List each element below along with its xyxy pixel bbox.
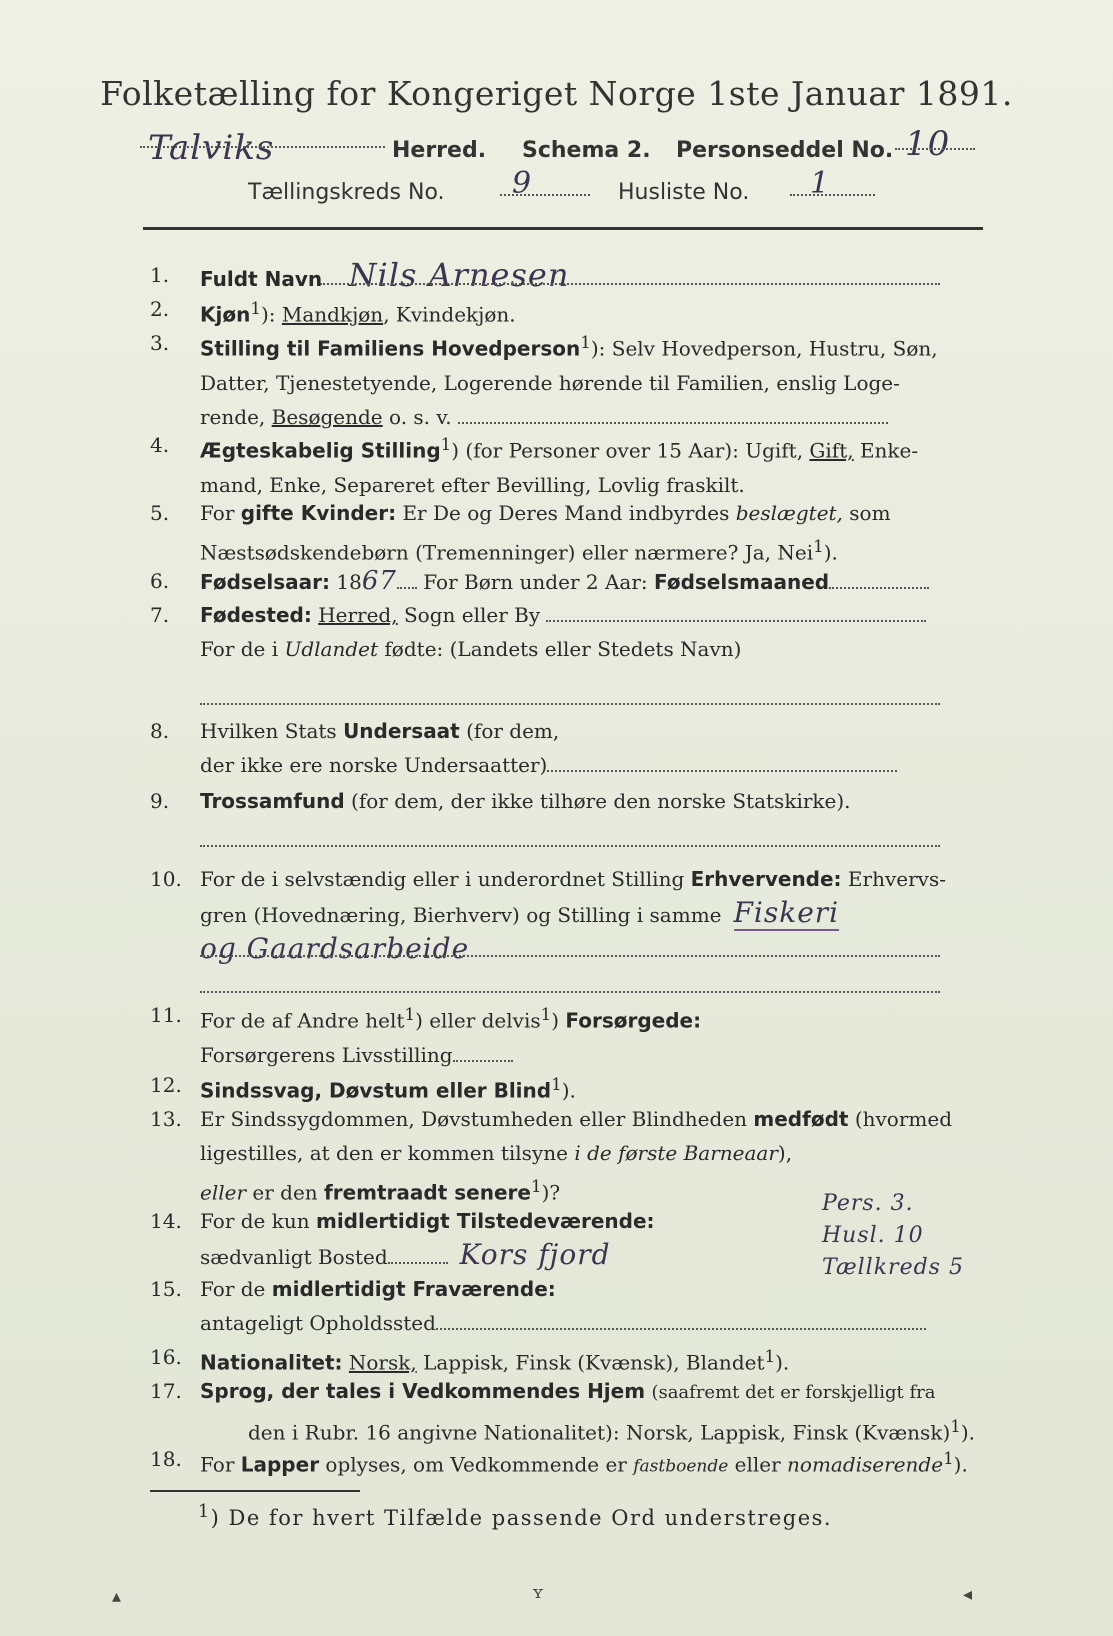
dotline [453, 1048, 513, 1062]
text: ), [777, 1141, 793, 1165]
personseddel-label: Personseddel No. [676, 138, 894, 163]
herred-label: Herred. [392, 138, 487, 163]
item-label: midlertidigt Fraværende: [271, 1277, 556, 1301]
underlined-option: Gift, [809, 438, 854, 463]
sup: 1 [440, 435, 452, 454]
sup: 1 [764, 1347, 776, 1366]
corner-mark: ʏ [532, 1582, 544, 1603]
item-number: 16. [150, 1345, 182, 1369]
text: ). [960, 1420, 976, 1445]
item-number: 11. [150, 1003, 182, 1027]
item-label: Stilling til Familiens Hovedperson [200, 336, 581, 361]
item-number: 15. [150, 1277, 182, 1301]
note-line: Husl. 10 [822, 1223, 924, 1248]
underlined-option: Mandkjøn [281, 302, 384, 327]
text: i de første Barneaar [574, 1141, 778, 1165]
sup: 1 [404, 1005, 416, 1024]
text: (for dem, [466, 719, 560, 743]
dotline [458, 410, 888, 424]
occupation-handwriting: og Gaardsarbeide [200, 932, 470, 965]
text: fastboende [633, 1456, 729, 1477]
sup: 1 [540, 1005, 552, 1024]
item-label: Sindssvag, Døvstum eller Blind [200, 1078, 552, 1103]
name-dotline [320, 282, 940, 285]
husliste-dotline [790, 194, 875, 196]
text: oplyses, om Vedkommende er [325, 1452, 627, 1477]
item-label: Forsørgede: [565, 1008, 702, 1033]
text: For de i [200, 637, 279, 661]
text: er den [252, 1180, 318, 1205]
item-number: 2. [150, 297, 170, 321]
text: , Kvindekjøn. [383, 302, 516, 327]
underlined-option: Norsk, [348, 1350, 417, 1375]
text: Enke- [859, 438, 919, 463]
item-label: midlertidigt Tilstedeværende: [315, 1209, 655, 1233]
text: eller [200, 1180, 247, 1205]
text: sædvanligt Bosted [200, 1245, 388, 1269]
sup: 1 [943, 1449, 954, 1468]
item-label: Fødested: [200, 603, 312, 627]
text: Sogn eller By [403, 603, 541, 627]
item-number: 4. [150, 433, 170, 457]
text: beslægtet, [735, 501, 843, 525]
item-number: 10. [150, 867, 182, 891]
item-label: Ægteskabelig Stilling [200, 438, 441, 463]
kreds-handwriting: 9 [512, 166, 533, 201]
text: nomadiserende [787, 1452, 944, 1477]
text: For Børn under 2 Aar: [423, 570, 648, 594]
text: )? [541, 1180, 561, 1205]
underlined-option: Herred, [318, 603, 398, 627]
text: Datter, Tjenestetyende, Logerende hørende til Familien, enslig Loge- [200, 370, 900, 395]
text: som [849, 501, 891, 525]
year-handwriting: 67 [361, 566, 397, 596]
personseddel-handwriting: 10 [905, 124, 951, 164]
kreds-row [0, 166, 1113, 212]
herred-dotline [140, 146, 385, 148]
item-number: 13. [150, 1107, 182, 1131]
text: Lappisk, Finsk (Kvænsk), Blandet [423, 1350, 765, 1375]
text: ): Selv Hovedperson, Hustru, Søn, [590, 336, 938, 361]
text: (saafremt det er forskjelligt fra [651, 1382, 936, 1403]
kreds-label: Tællingskreds No. [248, 180, 445, 205]
name-handwriting: Nils Arnesen [348, 256, 570, 294]
item-number: 14. [150, 1209, 182, 1233]
text: eller [734, 1452, 781, 1477]
text: Hvilken Stats [200, 719, 337, 743]
herred-handwriting: Talviks [148, 128, 275, 168]
text: ) eller delvis [415, 1008, 541, 1033]
text: ) [551, 1008, 560, 1033]
item-label: Lapper [240, 1452, 320, 1477]
dotline [436, 1316, 926, 1330]
item-number: 7. [150, 603, 170, 627]
text: For [200, 501, 235, 525]
text: For de kun [200, 1209, 310, 1233]
dotline [546, 608, 926, 622]
sup: 1 [950, 1417, 961, 1436]
kreds-dotline [500, 194, 590, 196]
item-number: 5. [150, 501, 170, 525]
text: antageligt Opholdssted [200, 1311, 436, 1335]
text: Forsørgerens Livsstilling [200, 1042, 453, 1067]
item-number: 9. [150, 789, 170, 813]
text: Næstsødskendebørn (Tremenninger) eller nærmere? Ja, Nei [200, 540, 814, 565]
text: (hvormed [854, 1107, 952, 1131]
text: fødte: (Landets eller Stedets Navn) [384, 637, 742, 661]
item-label: Undersaat [343, 719, 460, 743]
text: For de i selvstændig eller i underordnet Stilling [200, 867, 685, 891]
dotline [388, 1250, 448, 1264]
corner-mark: ◂ [963, 1584, 973, 1605]
text: For [200, 1452, 235, 1477]
text: ). [953, 1452, 968, 1477]
text: o. s. v. [389, 404, 452, 429]
dotline [200, 990, 940, 993]
dotline [397, 575, 417, 589]
item-number: 3. [150, 331, 170, 355]
header-rule [143, 227, 983, 230]
sup: 1 [530, 1177, 542, 1196]
occupation-handwriting: Fiskeri [733, 896, 840, 929]
underlined-option: Besøgende [271, 404, 383, 429]
text: For de [200, 1277, 266, 1301]
husliste-handwriting: 1 [810, 166, 831, 201]
sup: 1 [198, 1502, 211, 1522]
text: ). [823, 540, 838, 565]
dotline [829, 575, 929, 589]
footnote-rule [150, 1490, 360, 1492]
dotline [200, 954, 940, 957]
footnote-text: ) De for hvert Tilfælde passende Ord understreges. [210, 1506, 833, 1530]
text: ). [775, 1350, 790, 1375]
item-number: 6. [150, 569, 170, 593]
item-label: Sprog, der tales i Vedkommendes Hjem [200, 1379, 646, 1403]
dotline [200, 844, 940, 847]
dotline [547, 758, 897, 772]
item-number: 12. [150, 1073, 182, 1097]
text: For de af Andre helt [200, 1008, 405, 1033]
text: rende, [200, 404, 266, 429]
sup: 1 [250, 299, 261, 318]
form-title: Folketælling for Kongeriget Norge 1ste Januar 1891. [100, 74, 1013, 113]
text: Er Sindssygdommen, Døvstumheden eller Blindheden [200, 1107, 748, 1131]
item-label: Erhvervende: [690, 867, 842, 891]
text: (for dem, der ikke tilhøre den norske Statskirke). [351, 789, 851, 813]
text: mand, Enke, Separeret efter Bevilling, Lovlig fraskilt. [200, 472, 745, 497]
text: Udlandet [284, 637, 379, 661]
item-label: Nationalitet: [200, 1350, 343, 1375]
text: gren (Hovednæring, Bierhverv) og Stilling i samme [200, 903, 722, 927]
item-label: Kjøn [200, 302, 251, 327]
text: ). [561, 1078, 576, 1103]
item-label: Fødselsmaaned [653, 570, 830, 594]
item-label: gifte Kvinder: [240, 501, 397, 525]
text: ) (for Personer over 15 Aar): Ugift, [451, 438, 804, 463]
item-label: Fødselsaar: [200, 570, 330, 594]
note-line: Tællkreds 5 [822, 1255, 964, 1280]
text: Erhvervs- [847, 867, 946, 891]
item-number: 1. [150, 263, 170, 287]
schema-label: Schema 2. [522, 138, 651, 163]
text: 18 [336, 570, 362, 594]
corner-mark: ▴ [112, 1586, 122, 1607]
husliste-label: Husliste No. [618, 180, 750, 205]
note-line: Pers. 3. [822, 1191, 914, 1216]
sup: 1 [551, 1075, 562, 1094]
item-number: 8. [150, 719, 170, 743]
item-number: 18. [150, 1447, 182, 1471]
herred-row [0, 124, 1113, 172]
residence-handwriting: Kors fjord [459, 1238, 611, 1271]
text: ligestilles, at den er kommen tilsyne [200, 1141, 568, 1165]
sup: 1 [813, 537, 824, 556]
sep: ): [260, 302, 276, 327]
sup: 1 [580, 333, 591, 352]
item-label: Trossamfund [200, 789, 345, 813]
footnote [198, 1502, 832, 1530]
item-label: Fuldt Navn [200, 267, 323, 291]
text: den i Rubr. 16 angivne Nationalitet): Norsk, Lappisk, Finsk (Kvænsk) [248, 1420, 951, 1445]
text: Er De og Deres Mand indbyrdes [402, 501, 730, 525]
personseddel-dotline [895, 148, 975, 150]
text: der ikke ere norske Undersaatter) [200, 753, 548, 777]
item-label: medfødt [753, 1107, 849, 1131]
item-number: 17. [150, 1379, 182, 1403]
residence-note [822, 1188, 964, 1284]
item-label: fremtraadt senere [324, 1180, 531, 1205]
dotline [200, 702, 940, 705]
